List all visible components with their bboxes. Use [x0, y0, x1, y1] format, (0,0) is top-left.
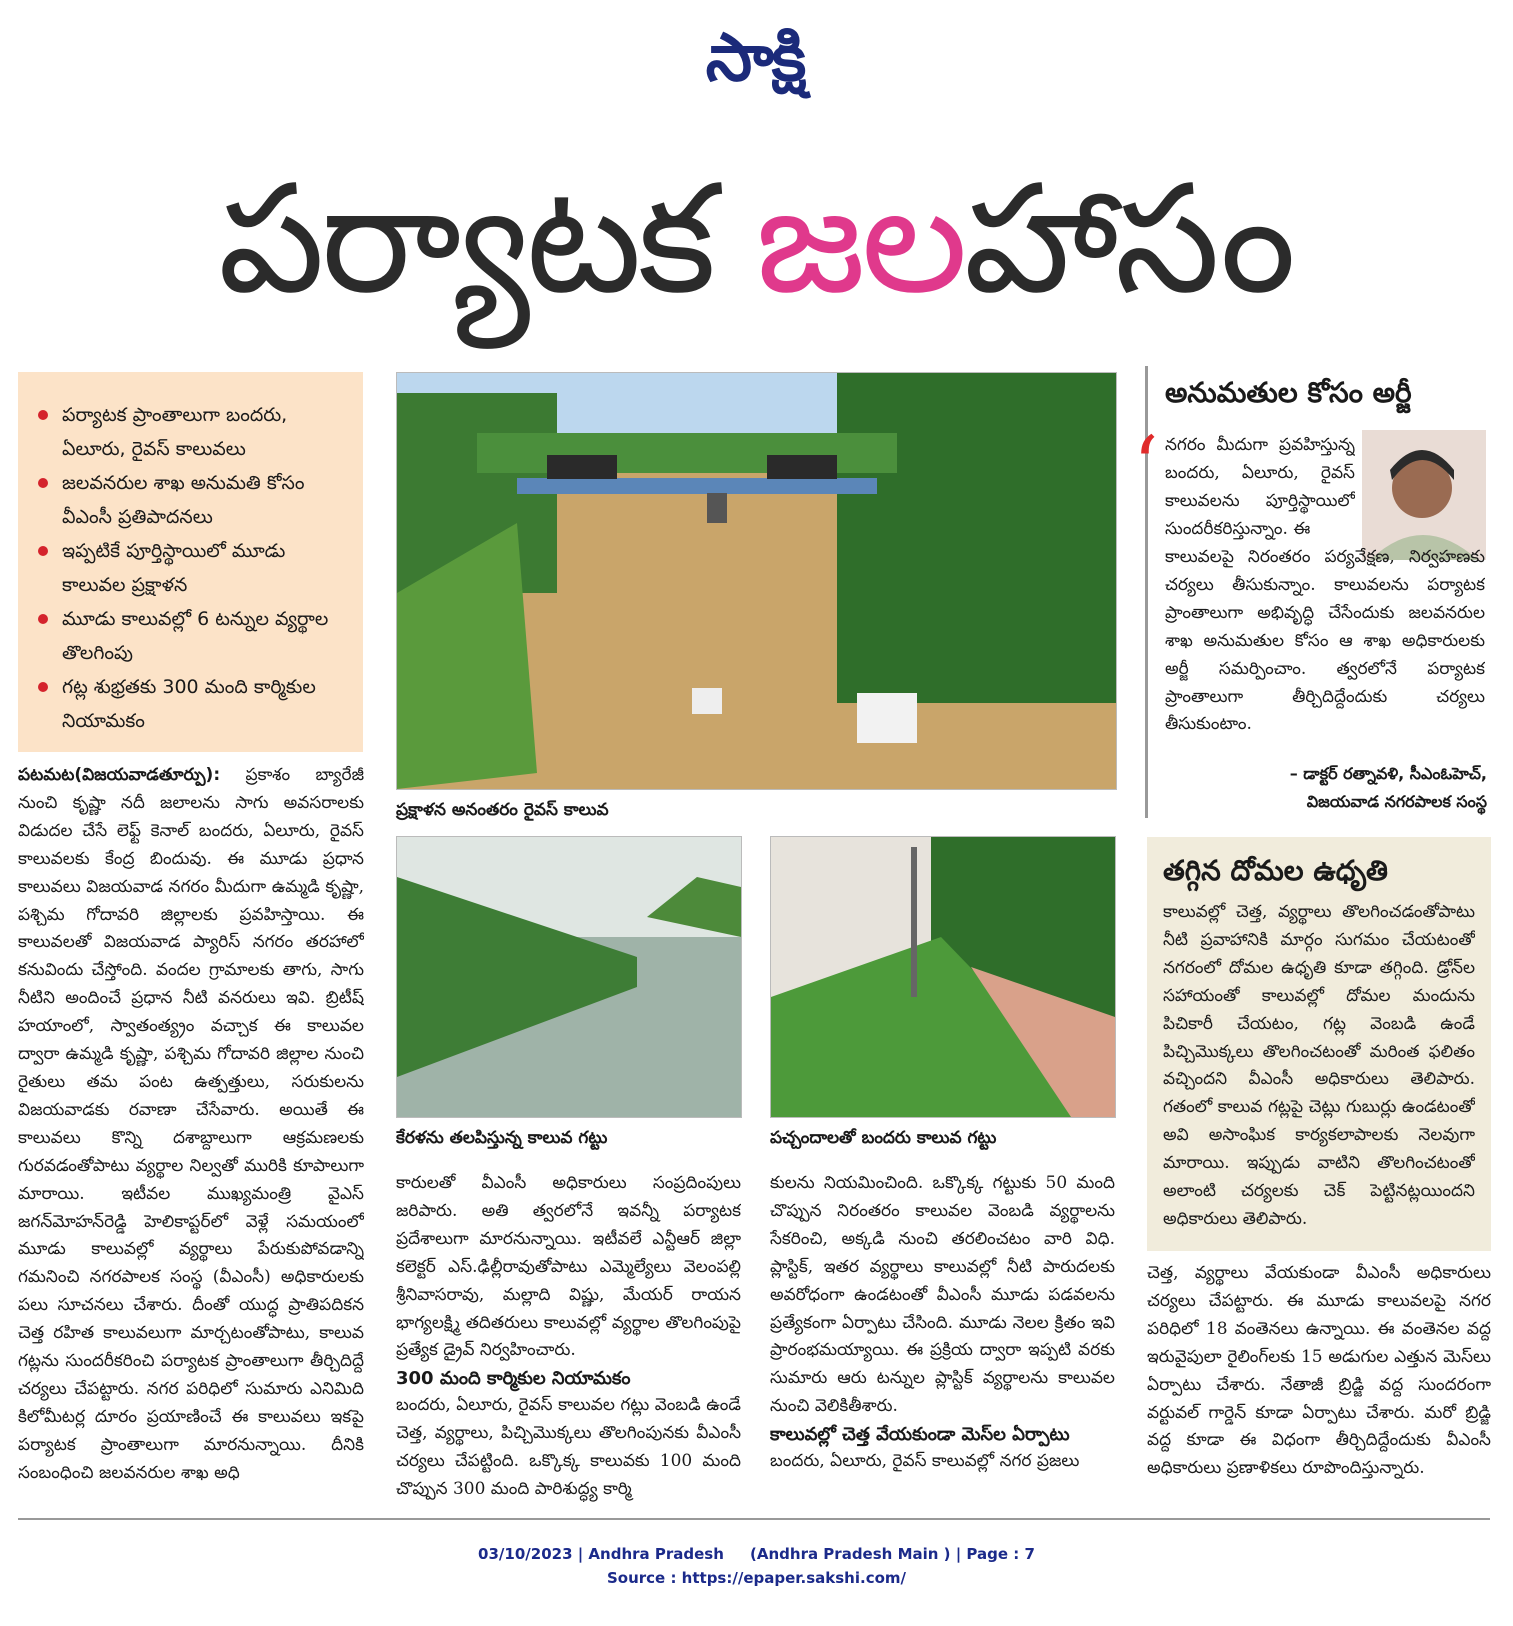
main-photo-caption: ప్రక్షాళన అనంతరం రైవస్ కాలువ [396, 800, 609, 820]
highlights-box [18, 372, 363, 752]
mosquito-box-text: కాలువల్లో చెత్త, వ్యర్థాలు తొలగించడంతోపాటు నీటి ప్రవాహానికి మార్గం సుగమం చేయటంతో నగరంలో దోమల ఉధృతి కూడా తగ్గింది. డ్రోన్‌ల సహాయంతో కాలువల్లో దోమల మందును పిచికారీ చేయటం, గట్ల వెంబడి ఉండే పిచ్చిమొక్కలు తొలగించటంతో మరింత ఫలితం వచ్చిందని వీఎంసీ అధికారులు తెలిపారు. గతంలో కాలువ గట్లపై చెట్లు గుబుర్లు ఉండటంతో అవి అసాంఘిక కార్యకలాపాలకు నెలవుగా మారాయి. ఇప్పుడు వాటిని తొలగించటంతో అలాంటి చర్యలకు చెక్ పెట్టినట్లయిందని అధికారులు తెలిపారు. [1163, 902, 1475, 1229]
bullet-icon [38, 410, 48, 420]
canal-bank-illustration [397, 837, 741, 1117]
photo-kerala-like-bank [396, 836, 742, 1118]
green-bank-illustration [771, 837, 1115, 1117]
bullet-icon [38, 682, 48, 692]
mosquito-box-title: తగ్గిన దోమల ఉధృతి [1163, 854, 1388, 887]
portrait-illustration [1362, 430, 1486, 560]
quote-text-continued: కాలువలపై నిరంతరం పర్యవేక్షణ, నిర్వహణకు చర్యలు తీసుకున్నాం. కాలువలను పర్యాటక ప్రాంతాలుగా అభివృద్ధి చేసేందుకు జలవనరుల శాఖ అనుమతుల కోసం ఆ శాఖ అధికారులకు అర్జీ సమర్పించాం. త్వరలోనే పర్యాటక ప్రాంతాలుగా తీర్చిదిద్దేందుకు చర్యలు తీసుకుంటాం. [1165, 547, 1485, 735]
highlight-item: గట్ల శుభ్రతకు 300 మంది కార్మికుల నియామకం [36, 670, 349, 738]
mosquito-box [1147, 837, 1491, 1251]
highlight-item: జలవనరుల శాఖ అనుమతి కోసం వీఎంసీ ప్రతిపాదనలు [36, 466, 349, 534]
article-column-4: చెత్త, వ్యర్థాలు వేయకుండా వీఎంసీ అధికారులు చర్యలు చేపట్టారు. ఈ మూడు కాలువలపై నగర పరిధిలో 18 వంతెనలు ఉన్నాయి. ఈ వంతెనల వద్ద ఇరువైపులా రైలింగ్‌లకు 15 అడుగుల ఎత్తున మెస్‌లు ఏర్పాటు చేశారు. నేతాజీ బ్రిడ్జి వద్ద సుందరంగా వర్టువల్ గార్డెన్ కూడా ఏర్పాటు చేశారు. మరో బ్రిడ్జి వద్ద కూడా ఈ విధంగా తీర్చిదిద్దేందుకు వీఎంసీ అధికారులు ప్రణాళికలు రూపొందిస్తున్నారు. [1147, 1263, 1491, 1479]
article-column-2: కారులతో వీఎంసీ అధికారులు సంప్రదింపులు జరిపారు. అతి త్వరలోనే ఇవన్నీ పర్యాటక ప్రదేశాలుగా మారనున్నాయి. ఇటీవలే ఎన్టీఆర్ జిల్లా కలెక్టర్ ఎస్.ఢిల్లీరావుతోపాటు ఎమ్మెల్యేలు వెలంపల్లి శ్రీనివాసరావు, మల్లాది విష్ణు, మేయర్ రాయన భాగ్యలక్ష్మి తదితరులు కాలువల్లో వ్యర్థాల తొలగింపుపై ప్రత్యేక డ్రైవ్ నిర్వహించారు. 300 మంది కార్మికుల నియామకం బందరు, ఏలూరు, రైవస్ కాలువల గట్లు వెంబడి ఉండే చెత్త, వ్యర్థాలు, పిచ్చిమొక్కలు తొలగింపునకు వీఎంసీ చర్యలు చేపట్టింది. ఒక్కొక్క కాలువకు 100 మంది చొప్పున 300 మంది పారిశుద్ధ్య కార్మి [396, 1173, 741, 1500]
dateline: పటమట(విజయవాడతూర్పు): [18, 765, 221, 785]
quote-mark-icon: ‘ [1133, 419, 1159, 512]
main-photo-raivas-canal [396, 372, 1117, 790]
quote-title: అనుమతుల కోసం అర్జీ [1165, 376, 1412, 409]
highlight-item: ఇప్పటికే పూర్తిస్థాయిలో మూడు కాలువల ప్రక్షాళన [36, 534, 349, 602]
highlight-item: పర్యాటక ప్రాంతాలుగా బందరు, ఏలూరు, రైవస్ కాలువలు [36, 398, 349, 466]
bottom-rule [18, 1518, 1490, 1520]
article-column-3: కులను నియమించింది. ఒక్కొక్క గట్టుకు 50 మంది చొప్పున నిరంతరం కాలువల వెంబడి వ్యర్థాలను సేకరించి, అక్కడి నుంచి తరలించటం వారి విధి. ప్లాస్టిక్, ఇతర వ్యర్థాలు కాలువల్లో నీటి పారుదలకు అవరోధంగా ఉండటంతో వీఎంసీ మూడు పడవలను ప్రత్యేకంగా ఏర్పాటు చేసింది. మూడు నెలల క్రితం ఇవి ప్రారంభమయ్యాయి. ఈ ప్రక్రియ ద్వారా ఇప్పటి వరకు సుమారు ఆరు టన్నుల ప్లాస్టిక్ వ్యర్థాలను కాలువల నుంచి వెలికితీశారు. కాలువల్లో చెత్త వేయకుండా మెస్‌ల ఏర్పాటు బందరు, ఏలూరు, రైవస్ కాలువల్లో నగర ప్రజలు [770, 1173, 1115, 1472]
canal-photo-illustration [397, 373, 1116, 789]
highlight-item: మూడు కాలువల్లో 6 టన్నుల వ్యర్థాల తొలగింపు [36, 602, 349, 670]
quote-attribution: – డాక్టర్ రత్నావళి, సీఎంఓహెచ్, విజయవాడ నగరపాలక సంస్థ [1289, 764, 1487, 811]
subhead-mesh: కాలువల్లో చెత్త వేయకుండా మెస్‌ల ఏర్పాటు [770, 1424, 1070, 1446]
footer-issue-line: 03/10/2023 | Andhra Pradesh (Andhra Pradesh Main ) | Page : 7 [478, 1545, 1035, 1563]
quote-portrait [1362, 430, 1486, 560]
headline-part1: పర్యాటక [217, 153, 756, 327]
footer [0, 1542, 1513, 1590]
right-photo-caption: పచ్చందాలతో బందరు కాలువ గట్టు [770, 1128, 997, 1148]
bullet-icon [38, 614, 48, 624]
article-column-1: పటమట(విజయవాడతూర్పు): ప్రకాశం బ్యారేజీ నుంచి కృష్ణా నదీ జలాలను సాగు అవసరాలకు విడుదల చేసే లెఫ్ట్ కెనాల్ బందరు, ఏలూరు, రైవస్ కాలువలకు కేంద్ర బిందువు. ఈ మూడు ప్రధాన కాలువలు విజయవాడ నగరం మీదుగా ఉమ్మడి కృష్ణా, పశ్చిమ గోదావరి జిల్లాలకు ప్రవహిస్తాయి. ఈ కాలువలతో విజయవాడ ప్యారిస్ నగరం తరహాలో కనువిందు చేస్తోంది. వందల గ్రామాలకు తాగు, సాగు నీటిని అందించే ప్రధాన నీటి వనరులు ఇవి. బ్రిటీష్ హయాంలో, స్వాతంత్య్రం వచ్చాక ఈ కాలువల ద్వారా ఉమ్మడి కృష్ణా, పశ్చిమ గోదావరి జిల్లాల నుంచి రైతులు తమ పంట ఉత్పత్తులు, సరుకులను విజయవాడకు రవాణా చేసేవారు. అయితే ఈ కాలువలు కొన్ని దశాబ్దాలుగా ఆక్రమణలకు గురవడంతోపాటు వ్యర్థాల నిల్వతో మురికి కూపాలుగా మారాయి. ఇటీవల ముఖ్యమంత్రి వైఎస్ జగన్‌మోహన్‌రెడ్డి హెలికాప్టర్‌లో వెళ్లే సమయంలో మూడు కాలువల్లో వ్యర్థాలు పేరుకుపోవడాన్ని గమనించి నగరపాలక సంస్థ (వీఎంసీ) అధికారులకు పలు సూచనలు చేశారు. దీంతో యుద్ధ ప్రాతిపదికన చెత్త రహిత కాలువలుగా మార్చటంతోపాటు, కాలువ గట్లను సుందరీకరించి పర్యాటక ప్రాంతాలుగా తీర్చిదిద్దే చర్యలు చేపట్టారు. నగర పరిధిలో సుమారు ఎనిమిది కిలోమీటర్ల దూరం ప్రయాణించే ఈ కాలువలు ఇకపై పర్యాటక ప్రాంతాలుగా మారనున్నాయి. దీనికి సంబంధించి జలవనరుల శాఖ అధి [18, 765, 364, 1483]
headline-part2: జల [755, 153, 964, 327]
subhead-workers: 300 మంది కార్మికుల నియామకం [396, 1368, 631, 1390]
bullet-icon [38, 478, 48, 488]
headline-part3: హాసం [963, 153, 1292, 327]
masthead-logo: సాక్షి [705, 19, 805, 96]
left-photo-caption: కేరళను తలపిస్తున్న కాలువ గట్టు [396, 1128, 608, 1148]
footer-source-link[interactable]: Source : https://epaper.sakshi.com/ [606, 1569, 906, 1587]
headline [30, 140, 1480, 340]
photo-bandar-canal-bank [770, 836, 1116, 1118]
bullet-icon [38, 546, 48, 556]
quote-text: నగరం మీదుగా ప్రవహిస్తున్న బందరు, ఏలూరు, రైవస్ కాలువలను పూర్తిస్థాయిలో సుందరీకరిస్తున్నాం. ఈ [1165, 435, 1355, 539]
